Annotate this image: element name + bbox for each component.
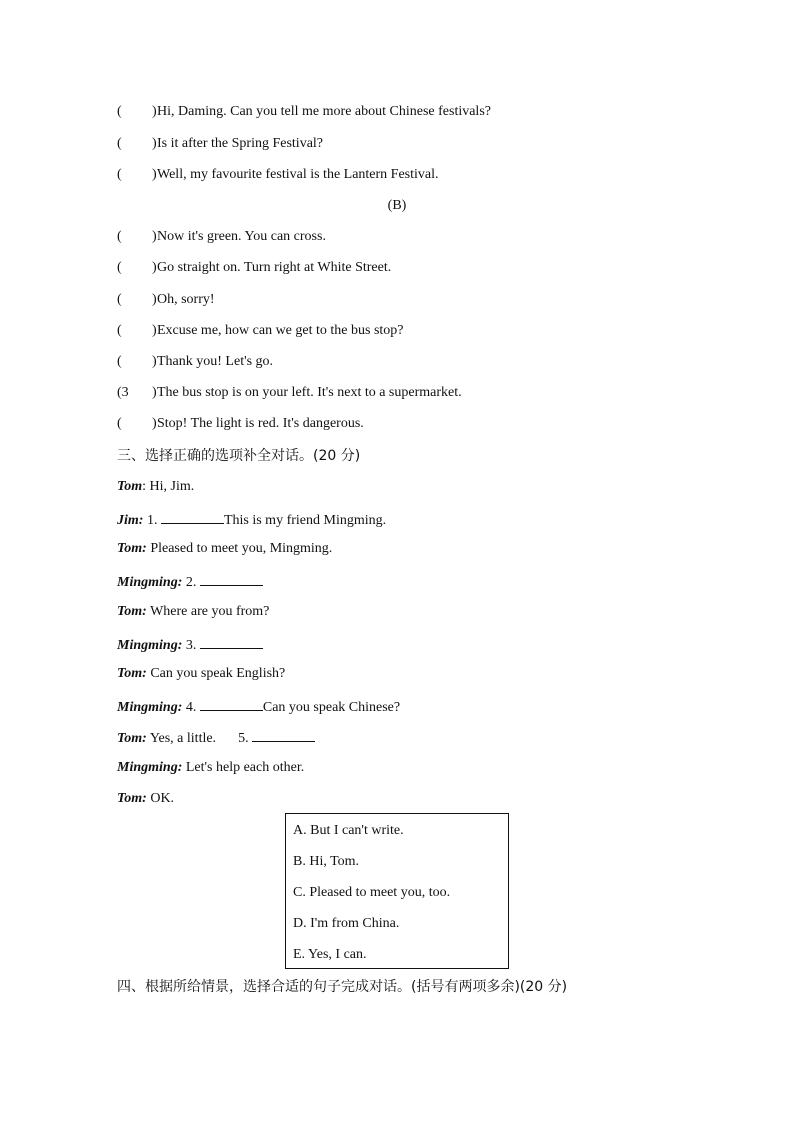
answer-parenthesis[interactable]: ( ) [117, 323, 157, 338]
matching-item [117, 166, 439, 184]
matching-item [117, 322, 404, 340]
dialogue-text: Pleased to meet you, Mingming. [150, 541, 333, 556]
item-text: Thank you! Let's go. [157, 354, 274, 369]
matching-item [117, 103, 491, 121]
dialogue-line [117, 665, 285, 683]
item-text: Excuse me, how can we get to the bus stop? [157, 323, 404, 338]
matching-item [117, 135, 323, 153]
blank-number: 2. [185, 575, 200, 590]
matching-item [117, 353, 273, 371]
blank-number: 1. [146, 513, 161, 528]
item-text: Oh, sorry! [157, 292, 215, 307]
answer-blank-3[interactable] [200, 634, 263, 649]
answer-parenthesis[interactable]: ( ) [117, 167, 157, 182]
answer-parenthesis[interactable]: ( ) [117, 354, 157, 369]
option-b: B. Hi, Tom. [293, 854, 360, 869]
item-text: Stop! The light is red. It's dangerous. [157, 416, 364, 431]
speaker-name: Tom: [117, 791, 147, 806]
section-3-heading: 三、选择正确的选项补全对话。(20 分) [117, 448, 361, 464]
speaker-name: Tom: [117, 541, 147, 556]
option-a: A. But I can't write. [293, 823, 404, 838]
blank-number: 4. [185, 700, 200, 715]
matching-item [117, 291, 215, 309]
item-text: Go straight on. Turn right at White Street. [157, 260, 392, 275]
answer-parenthesis[interactable]: ( ) [117, 416, 157, 431]
speaker-name: Mingming: [117, 638, 183, 653]
section-4-heading: 四、根据所给情景，选择合适的句子完成对话。(括号有两项多余)(20 分) [117, 979, 568, 995]
speaker-name: Tom: [117, 604, 147, 619]
dialogue-text: OK. [150, 791, 175, 806]
answer-blank-1[interactable] [161, 509, 224, 524]
speaker-name: Jim: [117, 513, 144, 528]
section-b-label: (B) [387, 198, 407, 213]
dialogue-text: Where are you from? [150, 604, 270, 619]
blank-number: 5. [238, 731, 253, 746]
speaker-name: Mingming: [117, 575, 183, 590]
dialogue-line [117, 727, 315, 748]
dialogue-line [117, 696, 400, 717]
option-d: D. I'm from China. [293, 916, 400, 931]
blank-number: 3. [185, 638, 200, 653]
dialogue-line [117, 509, 386, 530]
dialogue-text: Can you speak Chinese? [262, 700, 401, 715]
answer-parenthesis[interactable]: ( ) [117, 229, 157, 244]
answer-parenthesis[interactable]: ( ) [117, 136, 157, 151]
matching-item [117, 384, 462, 402]
answer-parenthesis[interactable]: ( ) [117, 292, 157, 307]
dialogue-text: Let's help each other. [185, 760, 305, 775]
dialogue-line [117, 634, 263, 655]
item-text: Is it after the Spring Festival? [157, 136, 324, 151]
matching-item [117, 415, 364, 433]
option-c: C. Pleased to meet you, too. [293, 885, 451, 900]
options-box [285, 813, 509, 969]
item-text: The bus stop is on your left. It's next to a supermarket. [157, 385, 462, 400]
matching-item [117, 259, 391, 277]
speaker-name: Tom: [117, 731, 147, 746]
dialogue-line [117, 790, 174, 808]
speaker-name: Mingming: [117, 760, 183, 775]
speaker-name: Tom [117, 479, 143, 494]
item-text: Now it's green. You can cross. [157, 229, 326, 244]
speaker-name: Tom: [117, 666, 147, 681]
answer-parenthesis[interactable]: ( ) [117, 104, 157, 119]
answer-blank-2[interactable] [200, 571, 263, 586]
dialogue-line [117, 478, 194, 496]
answer-parenthesis[interactable]: (3 ) [117, 385, 157, 400]
dialogue-text: Hi, Jim. [149, 479, 195, 494]
answer-blank-5[interactable] [252, 727, 315, 742]
item-text: Well, my favourite festival is the Lantern Festival. [157, 167, 439, 182]
answer-parenthesis[interactable]: ( ) [117, 260, 157, 275]
dialogue-text: This is my friend Mingming. [223, 513, 387, 528]
dialogue-text: Yes, a little. [149, 731, 217, 746]
dialogue-line [117, 603, 269, 621]
dialogue-line [117, 759, 304, 777]
dialogue-line [117, 571, 263, 592]
dialogue-line [117, 540, 332, 558]
speaker-name: Mingming: [117, 700, 183, 715]
option-e: E. Yes, I can. [293, 947, 367, 962]
separator: : [142, 479, 150, 494]
item-text: Hi, Daming. Can you tell me more about Chinese festivals? [157, 104, 491, 119]
matching-item [117, 228, 326, 246]
answer-blank-4[interactable] [200, 696, 263, 711]
dialogue-text: Can you speak English? [150, 666, 286, 681]
